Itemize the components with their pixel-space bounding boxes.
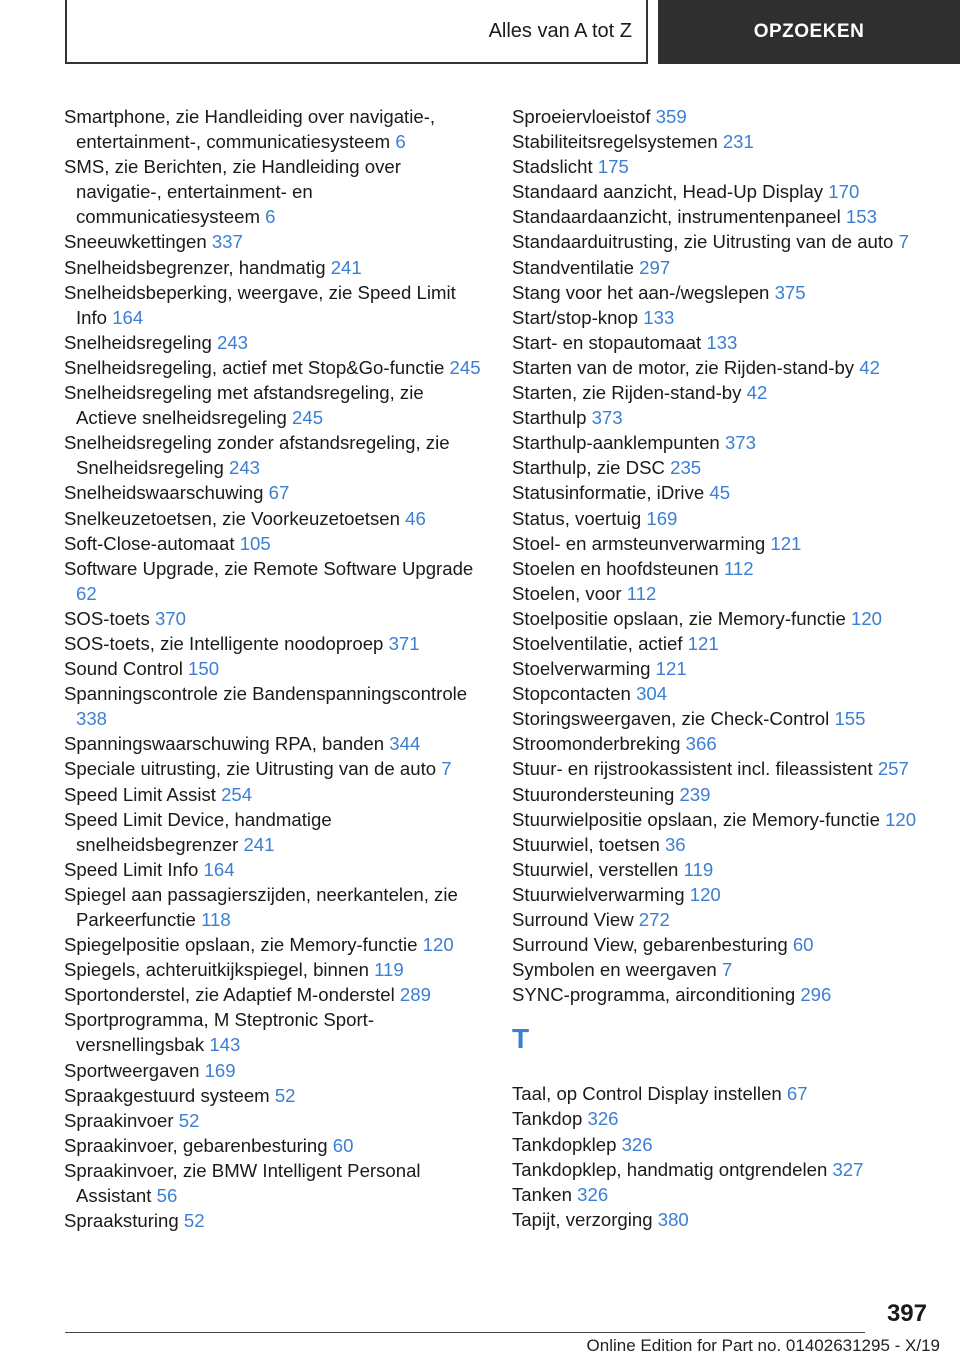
index-entry-text: Stuurondersteuning — [512, 783, 675, 805]
index-entry — [512, 656, 942, 681]
index-entry-text: Standaardaanzicht, instrumentenpaneel — [512, 206, 841, 228]
index-entry-text: Smartphone, zie Handleiding over navigatie-, entertainment-, communicatiesysteem — [64, 106, 436, 153]
index-entry-text: Surround View, gebarenbesturing — [512, 934, 788, 956]
page-reference-link[interactable]: 175 — [597, 156, 629, 178]
index-entry-text: Storingsweergaven, zie Check-Control — [512, 708, 830, 730]
page-reference-link[interactable]: 46 — [405, 507, 426, 529]
index-entry — [512, 882, 942, 907]
page-reference-link[interactable]: 7 — [721, 959, 733, 981]
index-entry-text: Spanningscontrole zie Bandenspanningscontrole — [64, 683, 468, 705]
index-entry — [512, 556, 942, 581]
page-reference-link[interactable]: 119 — [374, 959, 404, 981]
index-entry-text: Starten van de motor, zie Rijden-stand-by — [512, 356, 855, 378]
index-entry — [512, 907, 942, 932]
footer-edition: Online Edition for Part no. 01402631295 - X/19 — [586, 1336, 940, 1355]
index-entry-text: Stuur- en rijstrookassistent incl. fileassistent — [512, 758, 873, 780]
page-reference-link[interactable]: 143 — [209, 1034, 241, 1056]
index-column-left — [64, 104, 484, 1233]
index-entry — [512, 154, 942, 179]
index-entry — [64, 1083, 484, 1108]
index-entry-text: Speed Limit Device, handmatige snelheidsbegrenzer — [64, 808, 332, 855]
index-entry — [512, 606, 942, 631]
index-entry — [512, 204, 942, 229]
index-entry-text: Spiegel aan passagierszijden, neerkantelen, zie Parkeerfunctie — [64, 883, 458, 930]
page-reference-link[interactable]: 42 — [859, 356, 880, 378]
index-entry — [512, 455, 942, 480]
index-entry-text: Spraaksturing — [64, 1210, 179, 1232]
page-reference-link[interactable]: 327 — [832, 1158, 864, 1180]
index-entry-text: Start- en stopautomaat — [512, 331, 702, 353]
index-entry-text: Sportweergaven — [64, 1059, 200, 1081]
index-entry — [64, 1133, 484, 1158]
index-entry — [64, 430, 484, 480]
page-reference-link[interactable]: 133 — [643, 306, 675, 328]
index-entry — [512, 1106, 942, 1131]
index-entry-text: Standventilatie — [512, 256, 634, 278]
page-reference-link[interactable]: 150 — [188, 658, 220, 680]
index-entry-text: Snelheidswaarschuwing — [64, 482, 264, 504]
index-entry — [512, 305, 942, 330]
index-entry — [64, 1058, 484, 1083]
index-entry-text: Stuurwiel, verstellen — [512, 858, 679, 880]
index-entry — [512, 807, 942, 832]
page-reference-link[interactable]: 243 — [229, 457, 261, 479]
index-entry — [512, 832, 942, 857]
page-reference-link[interactable]: 6 — [265, 206, 276, 228]
page-reference-link[interactable]: 121 — [687, 632, 719, 654]
index-entry — [64, 1108, 484, 1133]
index-entry — [512, 631, 942, 656]
index-entry — [512, 1182, 942, 1207]
index-entry — [64, 656, 484, 681]
index-entry-text: Surround View — [512, 909, 634, 930]
page-reference-link[interactable]: 133 — [706, 331, 738, 353]
page-reference-link[interactable]: 60 — [792, 934, 814, 956]
section-letter: T — [512, 1023, 530, 1055]
index-entry-text: Stopcontacten — [512, 683, 631, 705]
page-reference-link[interactable]: 241 — [330, 256, 362, 278]
page-reference-link[interactable]: 344 — [389, 733, 421, 755]
opzoeken-tab[interactable]: OPZOEKEN — [658, 0, 960, 64]
page-reference-link[interactable]: 371 — [388, 632, 420, 654]
index-entry — [512, 280, 942, 305]
page-reference-link[interactable]: 337 — [211, 231, 243, 253]
page-reference-link[interactable]: 120 — [689, 883, 721, 905]
page-reference-link[interactable]: 121 — [655, 658, 687, 680]
page-reference-link[interactable]: 164 — [203, 858, 235, 880]
index-entry — [512, 932, 942, 957]
index-entry-text: Spraakinvoer, zie BMW Intelligent Personal Assistant — [64, 1159, 421, 1207]
index-entry-text: SYNC-programma, airconditioning — [512, 984, 796, 1006]
page-reference-link[interactable]: 112 — [626, 582, 657, 604]
index-entry-text: Starthulp, zie DSC — [512, 457, 665, 479]
page-reference-link[interactable]: 297 — [639, 256, 671, 278]
page-reference-link[interactable]: 366 — [685, 733, 717, 755]
index-entry-text: Stang voor het aan-/wegslepen — [512, 281, 770, 303]
page-reference-link[interactable]: 164 — [112, 306, 144, 328]
index-entry-text: Sproeiervloeistof — [512, 106, 651, 127]
page-reference-link[interactable]: 52 — [274, 1084, 296, 1106]
index-entry — [512, 380, 942, 405]
page-reference-link[interactable]: 42 — [746, 382, 768, 404]
page-reference-link[interactable]: 254 — [221, 783, 253, 805]
page-reference-link[interactable]: 380 — [657, 1208, 689, 1230]
index-entry-text: Spraakinvoer, gebarenbesturing — [64, 1134, 328, 1156]
index-entry — [64, 631, 484, 656]
page-reference-link[interactable]: 326 — [577, 1183, 609, 1205]
page-reference-link[interactable]: 118 — [201, 909, 231, 930]
page-reference-link[interactable]: 112 — [723, 557, 754, 579]
index-entry-text: Soft-Close-automaat — [64, 532, 235, 554]
page-reference-link[interactable]: 373 — [724, 432, 756, 454]
index-entry-text: Stoelverwarming — [512, 658, 651, 680]
page-reference-link[interactable]: 155 — [834, 708, 866, 730]
index-entry — [512, 756, 942, 781]
index-entry — [64, 882, 484, 932]
page-reference-link[interactable]: 169 — [204, 1059, 236, 1081]
page-reference-link[interactable]: 121 — [770, 532, 802, 554]
index-entry-text: Sneeuwkettingen — [64, 231, 207, 253]
index-entry-text: Snelheidsregeling met afstandsregeling, zie Actieve snelheidsregeling — [64, 382, 424, 429]
index-entry-text: Taal, op Control Display instellen — [512, 1083, 782, 1105]
page-reference-link[interactable]: 60 — [332, 1134, 354, 1156]
page-reference-link[interactable]: 245 — [449, 356, 481, 378]
index-entry — [64, 380, 484, 430]
index-entry — [512, 330, 942, 355]
index-entry — [512, 255, 942, 280]
index-entry — [512, 731, 942, 756]
page-reference-link[interactable]: 62 — [76, 582, 97, 604]
index-entry — [64, 480, 484, 505]
index-entry — [512, 129, 942, 154]
page-reference-link[interactable]: 245 — [292, 407, 324, 429]
page-reference-link[interactable]: 36 — [664, 833, 686, 855]
index-entry — [64, 506, 484, 531]
page-reference-link[interactable]: 119 — [683, 858, 714, 880]
index-column-right — [512, 104, 942, 1232]
index-entry-text: Starthulp — [512, 407, 587, 429]
page-reference-link[interactable]: 7 — [441, 758, 452, 780]
page-reference-link[interactable]: 289 — [399, 984, 431, 1006]
index-entry — [512, 957, 942, 982]
index-entry — [64, 229, 484, 254]
index-entry — [64, 782, 484, 807]
index-entry — [64, 154, 484, 229]
page-reference-link[interactable]: 153 — [845, 206, 877, 228]
page-reference-link[interactable]: 120 — [885, 808, 917, 830]
index-entry-text: Speed Limit Assist — [64, 783, 216, 805]
index-entry — [512, 1157, 942, 1182]
index-entry — [512, 982, 942, 1007]
index-entry-text: SOS-toets — [64, 607, 150, 629]
section-label: Alles van A tot Z — [65, 0, 648, 64]
index-entry-text: Snelheidsbegrenzer, handmatig — [64, 256, 326, 278]
index-entry-text: Tankdopklep, handmatig ontgrendelen — [512, 1158, 828, 1180]
index-entry — [64, 756, 484, 781]
page-reference-link[interactable]: 370 — [154, 607, 186, 629]
index-entry-text: Snelheidsregeling — [64, 331, 212, 353]
index-entry-text: Tankdopklep — [512, 1133, 617, 1155]
page-reference-link[interactable]: 6 — [395, 131, 406, 153]
page-reference-link[interactable]: 272 — [638, 909, 670, 930]
page-reference-link[interactable]: 359 — [655, 106, 687, 127]
index-entry-text: Speed Limit Info — [64, 858, 199, 880]
index-entry — [64, 556, 484, 606]
page-reference-link[interactable]: 56 — [156, 1185, 178, 1207]
index-entry — [512, 229, 942, 254]
index-entry-text: Spanningswaarschuwing RPA, banden — [64, 733, 385, 755]
index-entry-text: Statusinformatie, iDrive — [512, 482, 705, 504]
index-entry — [512, 104, 942, 129]
index-entry — [64, 982, 484, 1007]
page-reference-link[interactable]: 120 — [851, 607, 883, 629]
index-entry-text: Spraakinvoer — [64, 1109, 174, 1131]
index-entry-text: Stoelpositie opslaan, zie Memory-functie — [512, 607, 846, 629]
index-entry-text: Stoel- en armsteunverwarming — [512, 532, 766, 554]
page-reference-link[interactable]: 67 — [786, 1083, 808, 1105]
page-reference-link[interactable]: 239 — [679, 783, 711, 805]
index-entry-text: Start/stop-knop — [512, 306, 639, 328]
index-entry — [512, 857, 942, 882]
page-reference-link[interactable]: 105 — [239, 532, 271, 554]
index-entry-text: Stoelventilatie, actief — [512, 632, 683, 654]
index-entry-text: Spiegels, achteruitkijkspiegel, binnen — [64, 959, 369, 981]
index-entry-text: Stadslicht — [512, 156, 593, 178]
index-entry — [64, 255, 484, 280]
index-entry — [512, 1132, 942, 1157]
page-reference-link[interactable]: 326 — [621, 1133, 653, 1155]
page-reference-link[interactable]: 52 — [178, 1109, 200, 1131]
index-entry-text: Stabiliteitsregelsystemen — [512, 131, 718, 153]
index-entry — [512, 480, 942, 505]
page-reference-link[interactable]: 243 — [217, 331, 249, 353]
index-entry — [64, 355, 484, 380]
index-entry-text: SMS, zie Berichten, zie Handleiding over navigatie-, entertainment- en communicatiesysteem — [64, 156, 401, 228]
index-entry-text: SOS-toets, zie Intelligente noodoproep — [64, 632, 384, 654]
page-reference-link[interactable]: 7 — [898, 231, 909, 253]
index-entry-text: Speciale uitrusting, zie Uitrusting van de auto — [64, 758, 437, 780]
page-reference-link[interactable]: 45 — [709, 482, 731, 504]
page-reference-link[interactable]: 257 — [877, 758, 909, 780]
index-entry-text: Snelkeuzetoetsen, zie Voorkeuzetoetsen — [64, 507, 400, 529]
index-entry-text: Stoelen en hoofdsteunen — [512, 557, 719, 579]
index-entry-text: Stuurwielverwarming — [512, 883, 685, 905]
index-entry-text: Sound Control — [64, 658, 183, 680]
index-entry-text: Stuurwiel, toetsen — [512, 833, 660, 855]
page-reference-link[interactable]: 326 — [587, 1108, 619, 1130]
index-entry-text: Tapijt, verzorging — [512, 1208, 653, 1230]
index-entry — [64, 857, 484, 882]
index-entry — [64, 932, 484, 957]
page-reference-link[interactable]: 338 — [76, 708, 108, 730]
page-reference-link[interactable]: 169 — [646, 507, 678, 529]
page-reference-link[interactable]: 170 — [828, 181, 860, 203]
index-entry — [64, 1208, 484, 1233]
index-entry — [64, 531, 484, 556]
index-entry — [64, 807, 484, 857]
index-entry-text: Starten, zie Rijden-stand-by — [512, 382, 742, 404]
page-reference-link[interactable]: 120 — [422, 934, 454, 956]
index-entry-text: Spiegelpositie opslaan, zie Memory-functie — [64, 934, 418, 956]
page-reference-link[interactable]: 304 — [636, 683, 668, 705]
page-reference-link[interactable]: 373 — [591, 407, 623, 429]
index-entry-text: Stuurwielpositie opslaan, zie Memory-functie — [512, 808, 880, 830]
index-entry-text: Symbolen en weergaven — [512, 959, 717, 981]
page-reference-link[interactable]: 231 — [722, 131, 754, 153]
index-entry-text: Standaarduitrusting, zie Uitrusting van de auto — [512, 231, 894, 253]
index-entry — [512, 706, 942, 731]
index-entry-text: Snelheidsbeperking, weergave, zie Speed Limit Info — [64, 281, 456, 328]
index-entry — [64, 330, 484, 355]
index-entry-text: Sportprogramma, M Steptronic Sport-versnellingsbak — [64, 1009, 375, 1056]
page-reference-link[interactable]: 67 — [268, 482, 290, 504]
index-entry-text: Snelheidsregeling zonder afstandsregeling, zie Snelheidsregeling — [64, 432, 450, 479]
page-header — [65, 0, 960, 64]
index-entry-text: Standaard aanzicht, Head-Up Display — [512, 181, 824, 203]
index-entry — [64, 606, 484, 631]
index-entry — [64, 1007, 484, 1057]
index-entry-text: Status, voertuig — [512, 507, 642, 529]
page-reference-link[interactable]: 375 — [774, 281, 806, 303]
page-reference-link[interactable]: 52 — [183, 1210, 205, 1232]
index-entry-text: Snelheidsregeling, actief met Stop&Go-functie — [64, 356, 445, 378]
footer-divider — [65, 1332, 865, 1333]
index-entry — [512, 179, 942, 204]
index-entry-text: Software Upgrade, zie Remote Software Upgrade — [64, 557, 474, 579]
index-entry — [64, 280, 484, 330]
index-entry — [512, 506, 942, 531]
page-reference-link[interactable]: 296 — [800, 984, 832, 1006]
index-entry — [512, 681, 942, 706]
page-number: 397 — [886, 1300, 927, 1327]
index-entry — [512, 581, 942, 606]
index-entry-text: Starthulp-aanklempunten — [512, 432, 720, 454]
index-entry — [64, 731, 484, 756]
index-entry — [512, 782, 942, 807]
index-entry — [512, 405, 942, 430]
index-entry-text: Stoelen, voor — [512, 582, 622, 604]
index-entry — [64, 681, 484, 731]
page-reference-link[interactable]: 235 — [670, 457, 702, 479]
index-entry — [512, 355, 942, 380]
index-entry-text: Tankdop — [512, 1108, 583, 1130]
index-entry-text: Tanken — [512, 1183, 572, 1205]
index-entry — [64, 104, 484, 154]
index-entry — [64, 957, 484, 982]
index-entry-text: Sportonderstel, zie Adaptief M-onderstel — [64, 984, 395, 1006]
index-entry — [512, 531, 942, 556]
index-entry-text: Spraakgestuurd systeem — [64, 1084, 270, 1106]
index-entry — [64, 1158, 484, 1208]
page-reference-link[interactable]: 241 — [243, 833, 275, 855]
index-entry — [512, 430, 942, 455]
index-entry — [512, 1207, 942, 1232]
index-entry-text: Stroomonderbreking — [512, 733, 681, 755]
index-entry — [512, 1081, 942, 1106]
